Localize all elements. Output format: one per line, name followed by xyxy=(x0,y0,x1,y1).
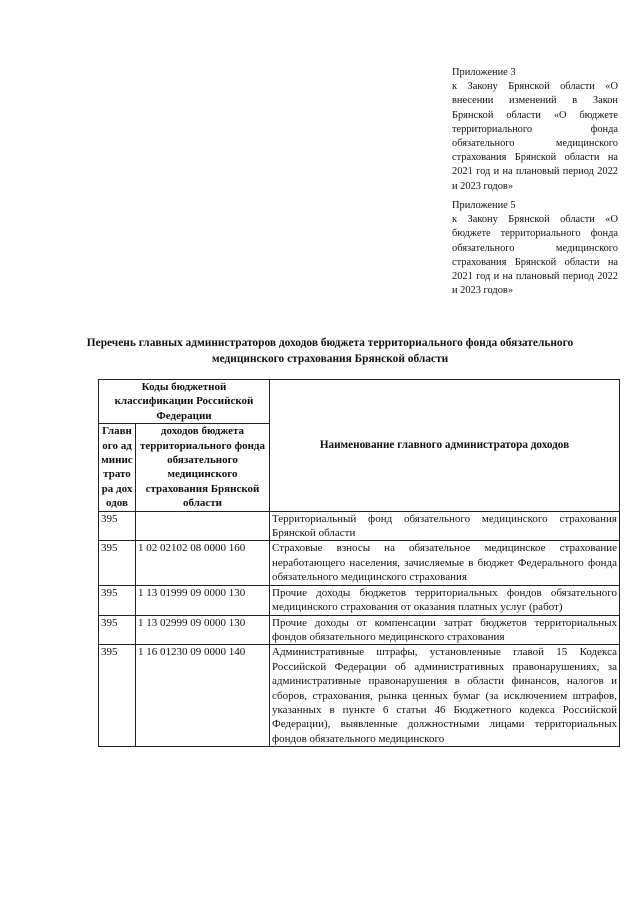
admin-code-cell: 395 xyxy=(99,541,136,585)
revenue-code-cell xyxy=(136,511,270,541)
appendix-3-block xyxy=(452,66,618,194)
appendix-5-text: к Закону Брянской области «О бюджете территориального фонда обязательного медицинского страхования Брянской области на 2021 год и на плановый период 2022 и 2023 годов» xyxy=(452,214,618,297)
header-administrator-name: Наименование главного администратора доходов xyxy=(270,380,620,512)
admin-code-cell: 395 xyxy=(99,585,136,615)
table-row xyxy=(99,645,620,747)
document-title: Перечень главных администраторов доходов бюджета территориального фонда обязательного медицинского страхования Брянской области xyxy=(86,337,574,365)
revenue-code-cell: 1 02 02102 08 0000 160 xyxy=(136,541,270,585)
administrator-name-cell: Административные штрафы, установленные главой 15 Кодекса Российской Федерации об административных правонарушениях, за административные правонарушения в области финансов, налогов и сборов, страхования, рынка ценных бумаг (за исключением штрафов, указанных в пункте 6 статьи 46 Бюджетного кодекса Российской Федерации), выявленные должностными лицами территориальных фондов обязательного медицинского xyxy=(270,645,620,747)
appendix-5-block xyxy=(452,199,618,298)
administrator-name-cell: Территориальный фонд обязательного медицинского страхования Брянской области xyxy=(270,511,620,541)
header-main-administrator: Главного администратора доходов xyxy=(99,424,136,511)
administrator-name-cell: Прочие доходы от компенсации затрат бюджетов территориальных фондов обязательного медицинского страхования xyxy=(270,615,620,645)
administrators-table xyxy=(98,379,620,747)
header-revenue-code: доходов бюджета территориального фонда обязательного медицинского страхования Брянской области xyxy=(136,424,270,511)
admin-code-cell: 395 xyxy=(99,511,136,541)
administrator-name-cell: Прочие доходы бюджетов территориальных фондов обязательного медицинского страхования от оказания платных услуг (работ) xyxy=(270,585,620,615)
table-row xyxy=(99,511,620,541)
admin-code-cell: 395 xyxy=(99,615,136,645)
appendix-3-title: Приложение 3 xyxy=(452,67,516,78)
table-row xyxy=(99,541,620,585)
admin-code-cell: 395 xyxy=(99,645,136,747)
administrator-name-cell: Страховые взносы на обязательное медицинское страхование неработающего населения, зачисляемые в бюджет Федерального фонда обязательного медицинского страхования xyxy=(270,541,620,585)
table-row xyxy=(99,615,620,645)
table-row xyxy=(99,585,620,615)
appendix-3-text: к Закону Брянской области «О внесении изменений в Закон Брянской области «О бюджете территориального фонда обязательного медицинского страхования Брянской области на 2021 год и на плановый период 2022 и 2023 годов» xyxy=(452,81,618,192)
appendix-5-title: Приложение 5 xyxy=(452,200,516,211)
revenue-code-cell: 1 13 02999 09 0000 130 xyxy=(136,615,270,645)
header-budget-codes: Коды бюджетной классификации Российской Федерации xyxy=(99,380,270,424)
table-header-row xyxy=(99,380,620,424)
revenue-code-cell: 1 16 01230 09 0000 140 xyxy=(136,645,270,747)
revenue-code-cell: 1 13 01999 09 0000 130 xyxy=(136,585,270,615)
